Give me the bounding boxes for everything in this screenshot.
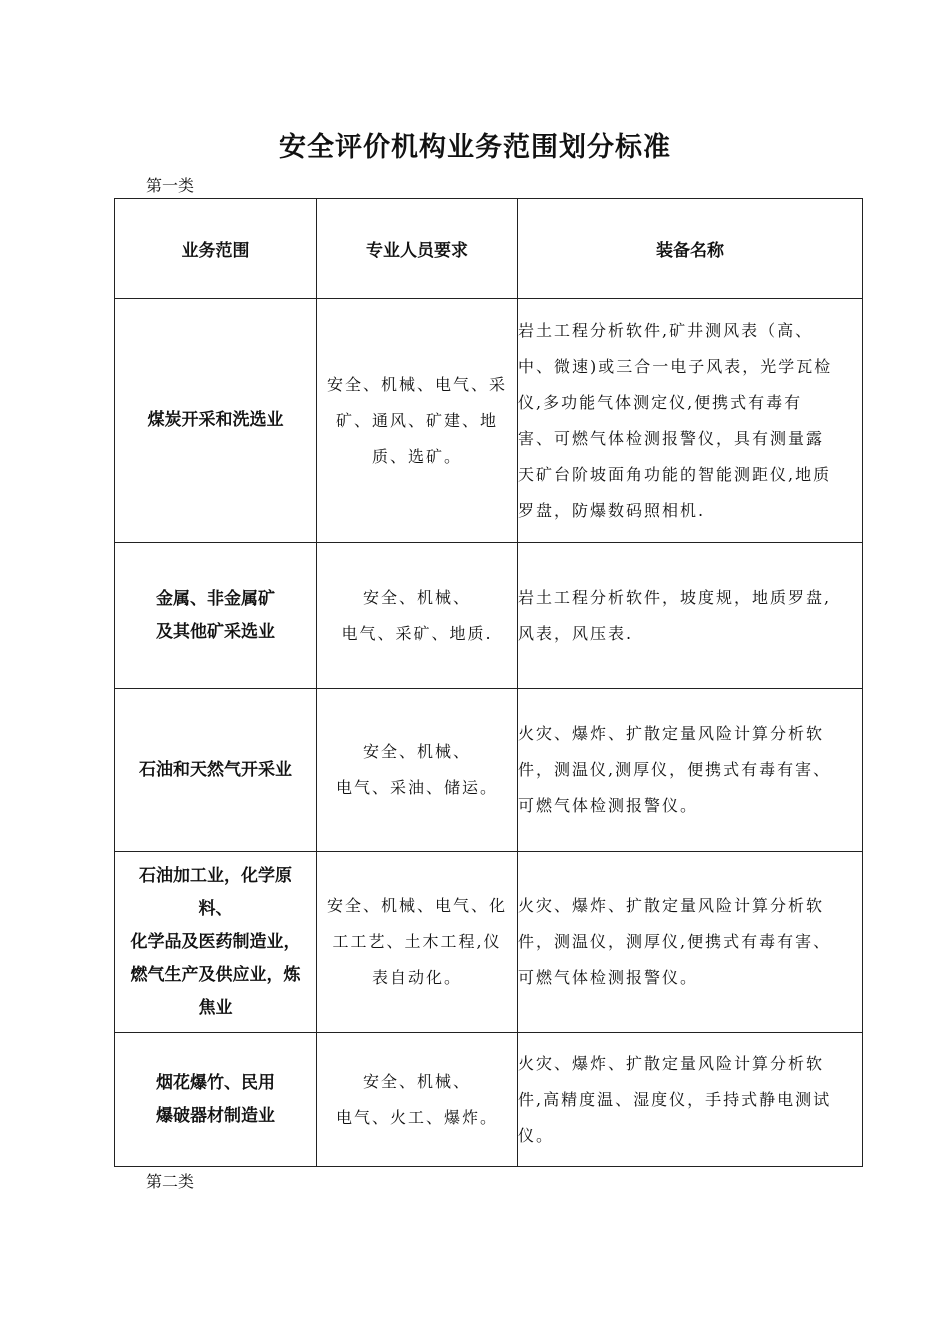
equipment-cell [518,852,863,1033]
equipment-line: 件,高精度温、湿度仪，手持式静电测试 [518,1089,832,1109]
staff-line: 矿、通风、矿建、地 [335,410,498,430]
scope-line: 煤炭开采和洗选业 [147,410,284,430]
staff-line: 表自动化。 [371,968,462,987]
equipment-line: 可燃气体检测报警仪。 [518,968,699,987]
scope-line: 及其他矿采选业 [156,621,275,642]
staff-line: 安全、机械、 [362,1071,471,1091]
staff-cell [317,1033,518,1167]
staff-cell [317,543,518,689]
table-row [115,689,863,852]
staff-cell [317,852,518,1033]
equipment-cell [518,543,863,689]
equipment-line: 件，测温仪，测厚仪,便携式有毒有害、 [518,932,832,951]
section-label-second: 第二类 [146,1172,195,1191]
equipment-line: 害、可燃气体检测报警仪，具有测量露 [518,428,825,448]
equipment-line: 可燃气体检测报警仪。 [518,796,699,815]
scope-cell [115,852,317,1033]
equipment-line: 仪,多功能气体测定仪,便携式有毒有 [518,392,803,412]
equipment-cell [518,689,863,852]
header-equipment: 装备名称 [518,199,863,299]
equipment-line: 岩土工程分析软件，坡度规，地质罗盘, [518,587,832,607]
equipment-cell [518,299,863,543]
staff-line: 安全、机械、电气、化 [326,896,507,915]
scope-line: 金属、非金属矿 [156,588,275,609]
equipment-line: 火灾、爆炸、扩散定量风险计算分析软 [518,896,825,915]
equipment-line: 中、微速)或三合一电子风表，光学瓦检 [518,356,833,376]
staff-line: 电气、采矿、地质. [341,623,493,643]
equipment-line: 罗盘，防爆数码照相机. [518,500,706,520]
staff-line: 电气、采油、储运。 [335,778,498,797]
scope-line: 燃气生产及供应业，炼 [130,964,301,985]
header-business-scope: 业务范围 [115,199,317,299]
staff-line: 安全、机械、 [362,742,471,761]
scope-line: 化学品及医药制造业， [130,931,301,952]
staff-cell [317,299,518,543]
equipment-line: 风表，风压表. [518,623,634,643]
staff-line: 安全、机械、 [362,587,471,607]
scope-line: 料、 [198,898,233,919]
staff-line: 电气、火工、爆炸。 [335,1107,498,1127]
table-row [115,299,863,543]
scope-cell [115,299,317,543]
equipment-cell [518,1033,863,1167]
scope-line: 焦业 [198,997,233,1018]
equipment-line: 火灾、爆炸、扩散定量风险计算分析软 [518,724,825,743]
table-row [115,1033,863,1167]
scope-cell [115,543,317,689]
staff-line: 质、选矿。 [371,446,462,466]
equipment-line: 件，测温仪,测厚仪，便携式有毒有害、 [518,760,832,779]
staff-line: 工工艺、土木工程,仪 [332,932,502,951]
equipment-line: 火灾、爆炸、扩散定量风险计算分析软 [518,1053,825,1073]
scope-line: 石油和天然气开采业 [139,759,292,780]
document-title: 安全评价机构业务范围划分标准 [279,132,671,163]
table-row [115,852,863,1033]
table-header-row [115,199,863,299]
staff-line: 安全、机械、电气、采 [326,374,507,394]
equipment-line: 仪。 [518,1125,555,1145]
equipment-line: 天矿台阶坡面角功能的智能测距仪,地质 [518,464,832,484]
scope-cell [115,1033,317,1167]
scope-line: 爆破器材制造业 [156,1105,275,1126]
business-scope-table [114,198,863,1167]
scope-line: 石油加工业，化学原 [139,865,292,886]
header-staff-requirements: 专业人员要求 [317,199,518,299]
equipment-line: 岩土工程分析软件,矿井测风表（高、 [518,320,814,340]
scope-line: 烟花爆竹、民用 [156,1072,275,1093]
table-row [115,543,863,689]
staff-cell [317,689,518,852]
section-label-first: 第一类 [146,176,195,195]
scope-cell [115,689,317,852]
